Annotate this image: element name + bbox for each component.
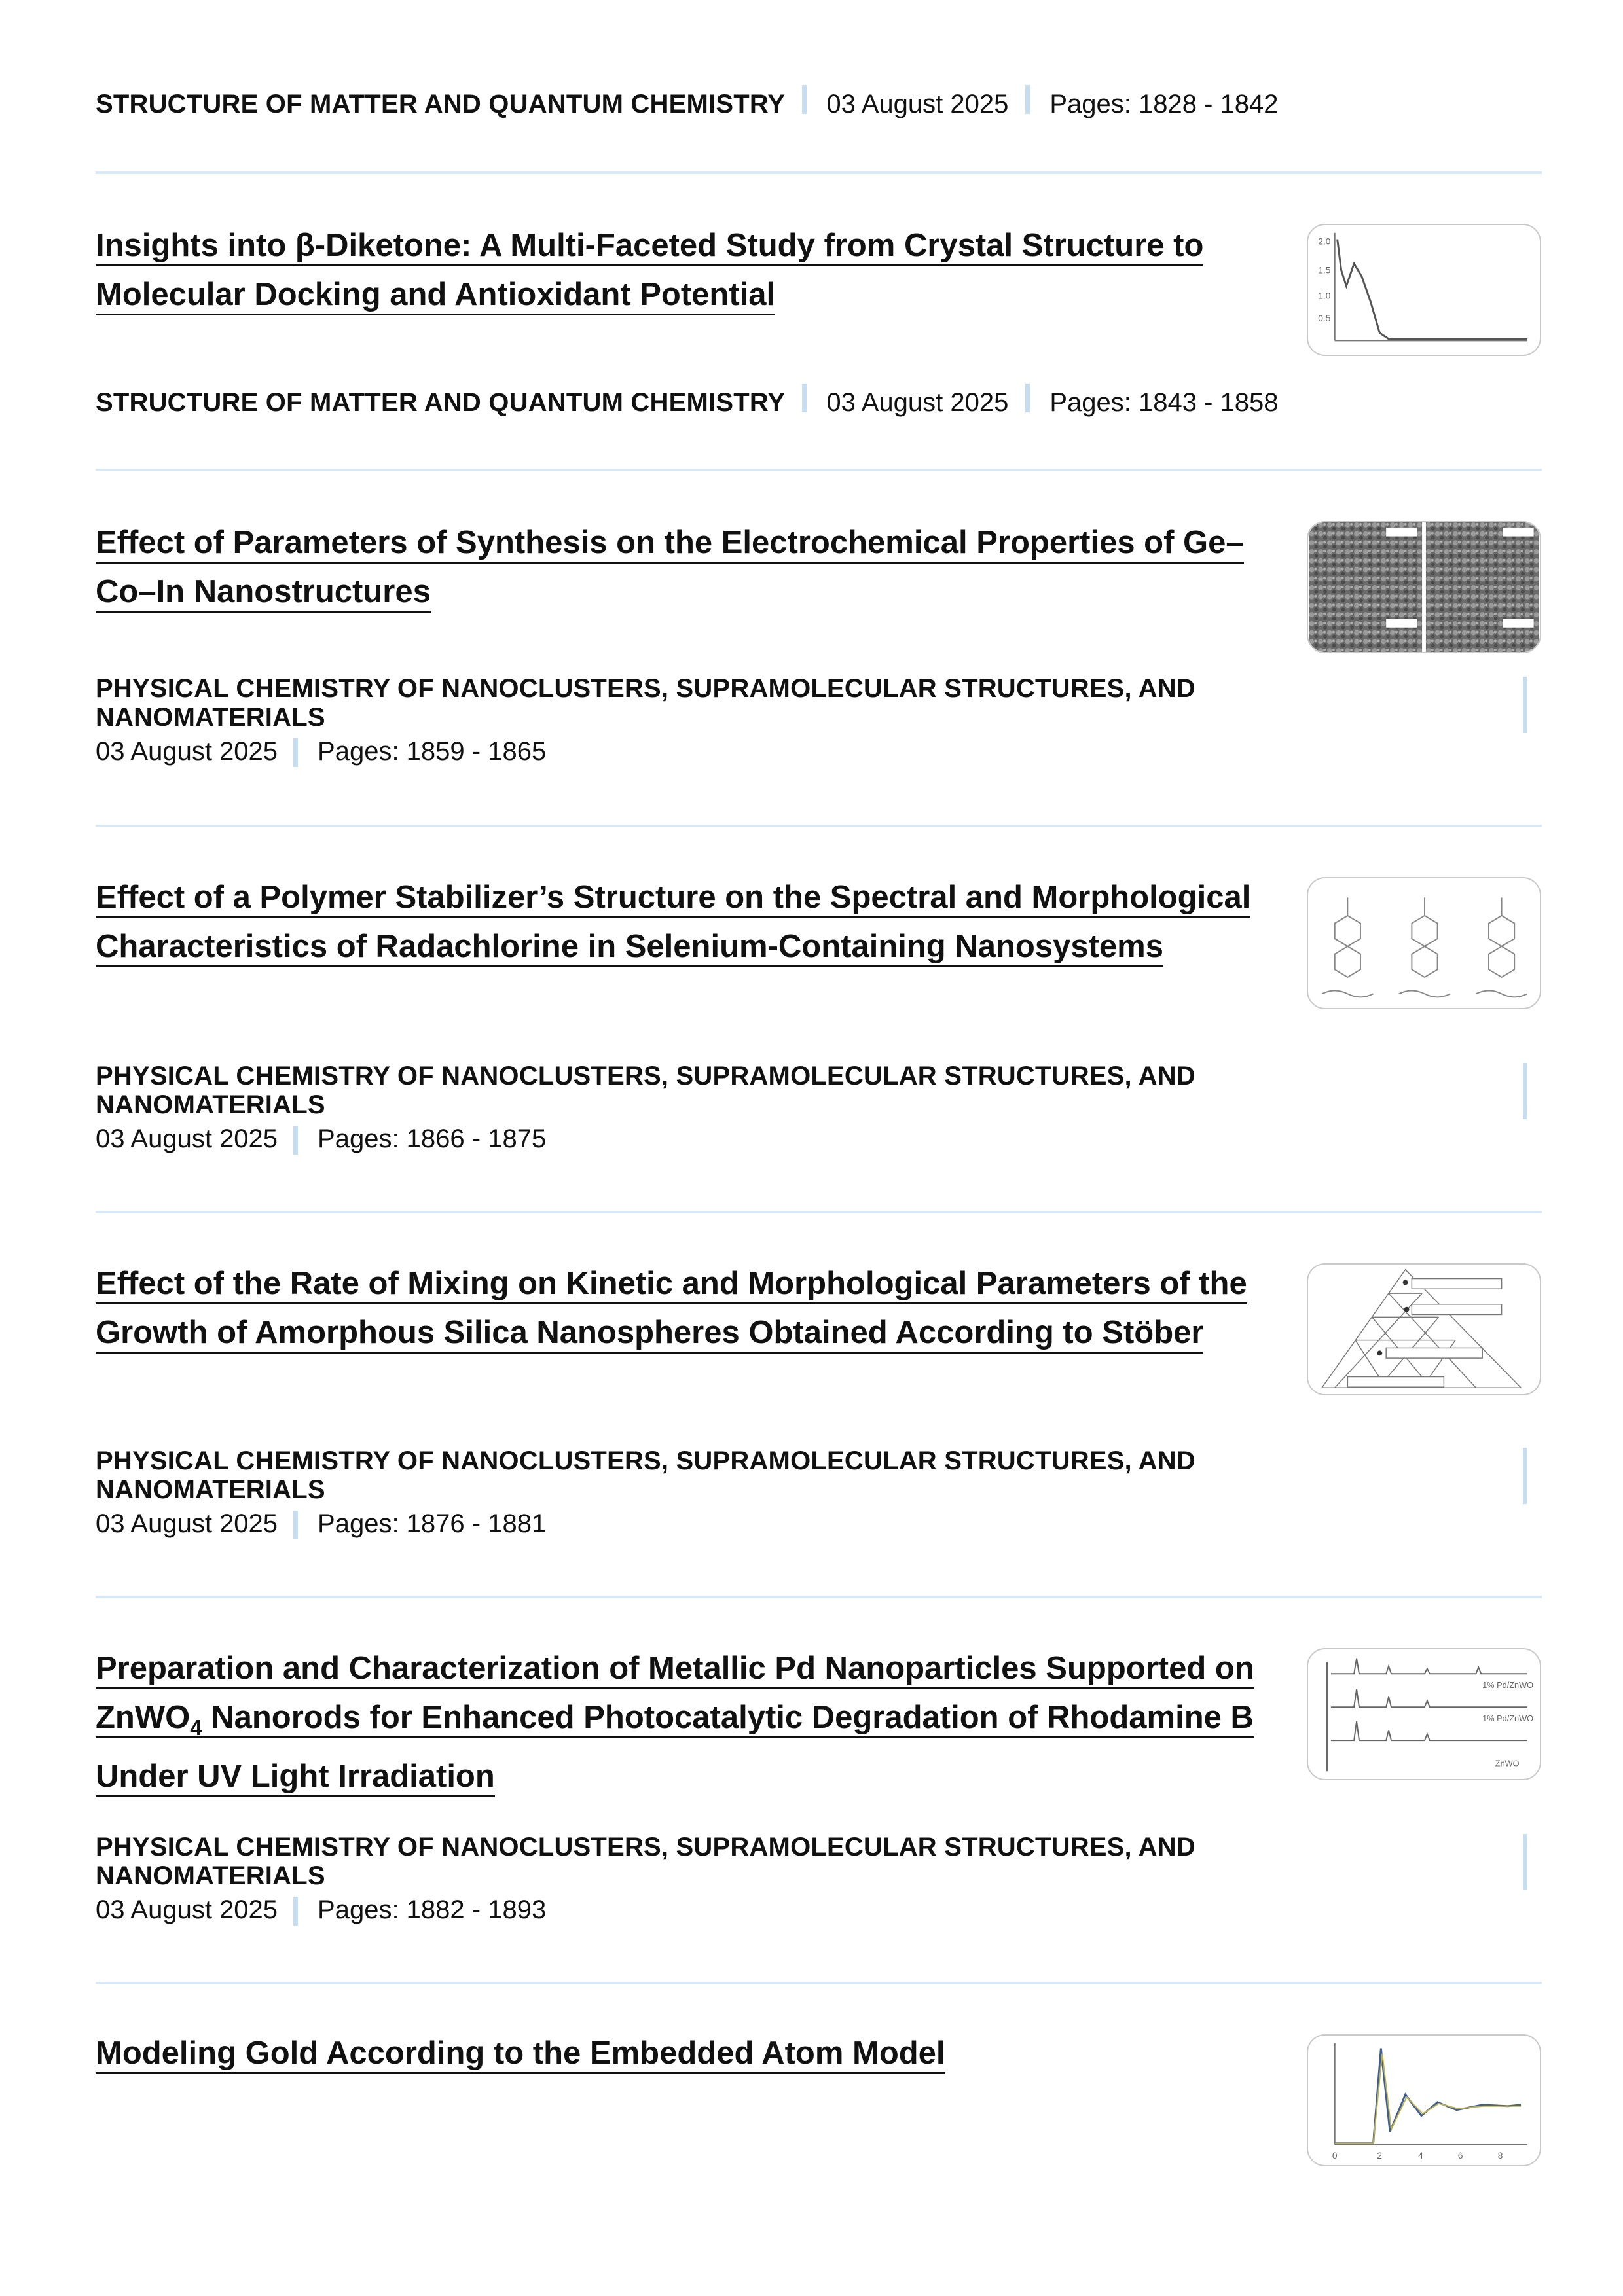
article-date: 03 August 2025 <box>96 1895 278 1924</box>
article-thumbnail[interactable] <box>1307 224 1541 356</box>
svg-text:2.0: 2.0 <box>1318 236 1331 247</box>
article-pages: Pages: 1859 - 1865 <box>318 737 547 766</box>
article-meta <box>96 1446 1313 1539</box>
title-subscript: 4 <box>190 1715 202 1740</box>
article-title <box>96 518 1294 617</box>
meta-separator <box>802 85 807 114</box>
article-title <box>96 1259 1294 1357</box>
meta-separator <box>293 1897 298 1926</box>
article-divider <box>96 171 1542 174</box>
title-text: Nanorods for Enhanced Photocatalytic Degradation of Rhodamine B Under UV Light Irradiation <box>96 1700 1254 1794</box>
article-title <box>96 221 1294 319</box>
article-date: 03 August 2025 <box>96 1509 278 1538</box>
meta-separator <box>293 1126 298 1155</box>
article-title <box>96 1644 1294 1801</box>
svg-text:1% Pd/ZnWO: 1% Pd/ZnWO <box>1482 1713 1534 1723</box>
article-title-link[interactable]: Effect of a Polymer Stabilizer’s Structure on the Spectral and Morphological Characteristics of Radachlorine in Selenium-Containing Nanosystems <box>96 880 1250 967</box>
article-section[interactable]: PHYSICAL CHEMISTRY OF NANOCLUSTERS, SUPRAMOLECULAR STRUCTURES, AND NANOMATERIALS <box>96 1062 1195 1119</box>
meta-separator <box>1523 677 1527 733</box>
article-divider <box>96 1596 1542 1598</box>
meta-separator <box>1025 85 1030 114</box>
article-thumbnail[interactable] <box>1307 877 1541 1009</box>
meta-separator <box>802 384 807 412</box>
meta-separator <box>1025 384 1030 412</box>
article-date: 03 August 2025 <box>96 1124 278 1153</box>
article-divider <box>96 1982 1542 1984</box>
meta-separator <box>293 738 298 767</box>
article-thumbnail[interactable] <box>1307 2034 1541 2166</box>
article-meta <box>96 1833 1313 1926</box>
article-meta <box>96 674 1313 767</box>
article-title <box>96 2029 1294 2078</box>
meta-separator <box>1523 1063 1527 1119</box>
svg-text:1% Pd/ZnWO: 1% Pd/ZnWO <box>1482 1679 1534 1690</box>
article-section[interactable]: STRUCTURE OF MATTER AND QUANTUM CHEMISTRY <box>96 388 786 417</box>
article-meta <box>96 84 1279 120</box>
svg-text:0: 0 <box>1332 2151 1338 2161</box>
article-title-link[interactable]: Effect of the Rate of Mixing on Kinetic and Morphological Parameters of the Growth of Amorphous Silica Nanospheres Obtained According to Stöber <box>96 1266 1247 1354</box>
article-date: 03 August 2025 <box>826 388 1009 417</box>
article-title-link[interactable] <box>96 1651 1254 1797</box>
svg-text:2: 2 <box>1377 2151 1383 2161</box>
svg-text:8: 8 <box>1497 2151 1503 2161</box>
article-pages: Pages: 1828 - 1842 <box>1049 90 1279 118</box>
svg-text:4: 4 <box>1418 2151 1423 2161</box>
radial-distribution-plot-icon <box>1308 2036 1540 2165</box>
article-pages: Pages: 1866 - 1875 <box>318 1124 547 1153</box>
sem-micrographs-icon <box>1308 522 1540 652</box>
article-thumbnail[interactable] <box>1307 1648 1541 1780</box>
article-title-link[interactable]: Insights into β-Diketone: A Multi-Faceted Study from Crystal Structure to Molecular Docking and Antioxidant Potential <box>96 228 1203 315</box>
svg-text:ZnWO: ZnWO <box>1495 1758 1520 1768</box>
chemical-structures-icon <box>1308 878 1540 1008</box>
svg-text:1.5: 1.5 <box>1318 265 1331 276</box>
article-section[interactable]: PHYSICAL CHEMISTRY OF NANOCLUSTERS, SUPRAMOLECULAR STRUCTURES, AND NANOMATERIALS <box>96 1833 1195 1890</box>
article-pages: Pages: 1882 - 1893 <box>318 1895 547 1924</box>
article-title-link[interactable]: Effect of Parameters of Synthesis on the Electrochemical Properties of Ge–Co–In Nanostructures <box>96 525 1244 613</box>
meta-separator <box>293 1511 298 1539</box>
title-text: Preparation and Characterization of Metallic Pd Nanoparticles Supported on ZnWO <box>96 1651 1254 1735</box>
ternary-diagram-icon <box>1308 1265 1540 1394</box>
article-divider <box>96 1211 1542 1213</box>
article-divider <box>96 825 1542 827</box>
absorbance-spectrum-plot-icon <box>1308 225 1540 355</box>
article-meta <box>96 382 1279 418</box>
article-section[interactable]: PHYSICAL CHEMISTRY OF NANOCLUSTERS, SUPRAMOLECULAR STRUCTURES, AND NANOMATERIALS <box>96 1446 1195 1504</box>
xrd-patterns-icon <box>1308 1649 1540 1779</box>
svg-text:0.5: 0.5 <box>1318 314 1331 324</box>
meta-separator <box>1523 1448 1527 1504</box>
article-meta <box>96 1062 1313 1155</box>
article-date: 03 August 2025 <box>96 737 278 766</box>
article-title <box>96 873 1294 971</box>
svg-text:6: 6 <box>1457 2151 1463 2161</box>
article-title-link[interactable]: Modeling Gold According to the Embedded Atom Model <box>96 2036 945 2074</box>
article-section[interactable]: STRUCTURE OF MATTER AND QUANTUM CHEMISTRY <box>96 90 786 118</box>
article-date: 03 August 2025 <box>826 90 1009 118</box>
article-thumbnail[interactable] <box>1307 1263 1541 1395</box>
svg-text:1.0: 1.0 <box>1318 291 1331 301</box>
article-divider <box>96 469 1542 471</box>
article-pages: Pages: 1843 - 1858 <box>1049 388 1279 417</box>
article-pages: Pages: 1876 - 1881 <box>318 1509 547 1538</box>
article-section[interactable]: PHYSICAL CHEMISTRY OF NANOCLUSTERS, SUPRAMOLECULAR STRUCTURES, AND NANOMATERIALS <box>96 674 1195 732</box>
article-thumbnail[interactable] <box>1307 521 1541 653</box>
meta-separator <box>1523 1834 1527 1890</box>
